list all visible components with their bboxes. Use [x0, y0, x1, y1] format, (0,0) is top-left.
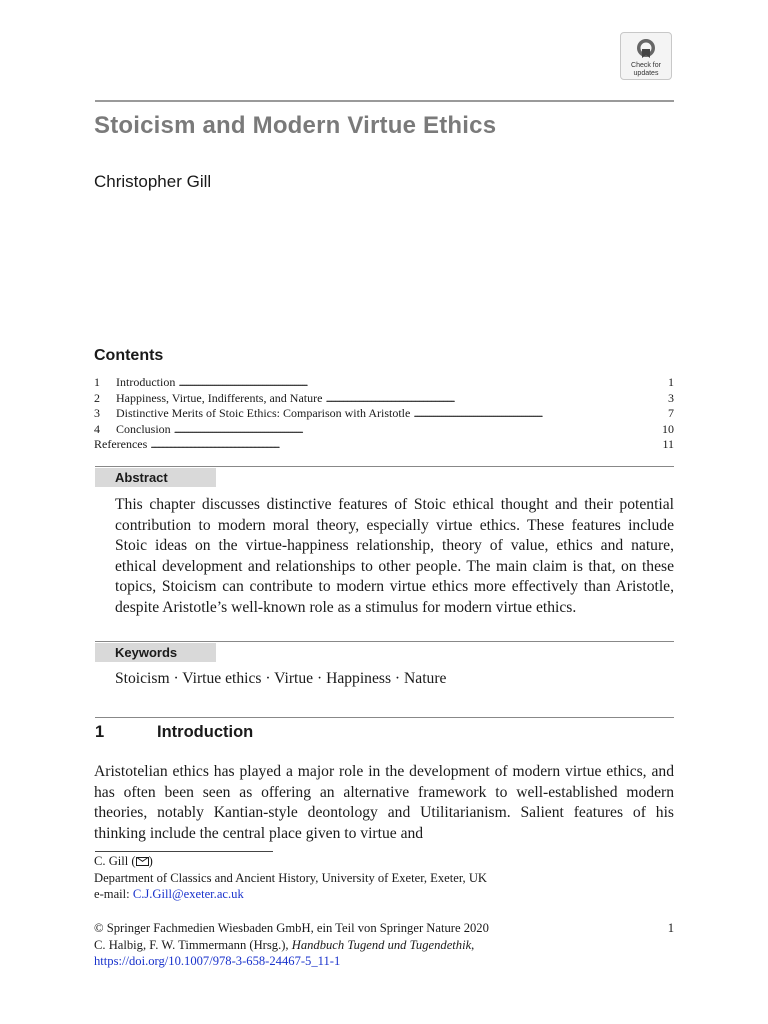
section-title: Introduction	[157, 723, 254, 741]
footnote-author-close: )	[148, 854, 153, 868]
doi-link[interactable]: https://doi.org/10.1007/978-3-658-24467-5_11-1	[94, 954, 341, 968]
toc-page: 10	[662, 421, 674, 436]
toc-leader	[150, 437, 646, 453]
toc-page: 3	[668, 390, 674, 405]
toc-number: 3	[94, 406, 100, 420]
toc-entry[interactable]	[94, 406, 674, 422]
toc-entry[interactable]	[94, 375, 674, 391]
section-rule	[95, 717, 674, 718]
footnote-author-line	[94, 853, 487, 870]
toc-page: 11	[662, 437, 674, 451]
keywords-text: Stoicism · Virtue ethics · Virtue · Happiness · Nature	[115, 670, 447, 687]
section-heading	[95, 723, 253, 742]
abstract-text: This chapter discusses distinctive features of Stoic ethical thought and their potential contribution to modern moral theory, especially virtue ethics. These features include Stoic ideas on the virtue-happiness relationship, theory of value, ethics and nature, ethical development and relationships to other people. The main claim is that, on these topics, Stoicism can contribute to modern virtue ethics more effectively than Aristotle, despite Aristotle’s well-known role as a stimulus for modern virtue ethics.	[115, 496, 674, 616]
publication-footer	[94, 920, 674, 970]
top-rule	[95, 100, 674, 102]
toc-number: 1	[94, 375, 100, 389]
author-footnote	[94, 853, 487, 903]
copyright-line: © Springer Fachmedien Wiesbaden GmbH, ein Teil von Springer Nature 2020	[94, 921, 489, 935]
badge-line1: Check for	[631, 62, 661, 69]
toc-leader	[325, 391, 646, 407]
bookmark-ribbon-icon	[634, 37, 658, 61]
chapter-title: Stoicism and Modern Virtue Ethics	[94, 112, 497, 139]
toc-entry[interactable]	[94, 437, 674, 453]
section-text: Aristotelian ethics has played a major role in the development of modern virtue ethics, and has often been seen as offering an alternative framework to well-established modern theories, notably Kantian-style deontology and Utilitarianism. Salient features of his thinking include the central place given to virtue and	[94, 763, 674, 842]
keywords-rule	[95, 641, 674, 642]
citation-suffix: ,	[471, 937, 475, 952]
check-for-updates-badge[interactable]	[620, 32, 672, 80]
footnote-rule	[95, 851, 273, 852]
table-of-contents	[94, 375, 674, 453]
toc-title: Introduction	[116, 375, 176, 389]
toc-entry[interactable]	[94, 391, 674, 407]
toc-title: References	[94, 437, 148, 451]
email-link[interactable]: C.J.Gill@exeter.ac.uk	[132, 887, 244, 901]
footnote-author: C. Gill (	[94, 854, 136, 868]
section-number: 1	[95, 723, 105, 741]
footnote-email-label: e-mail:	[94, 887, 133, 901]
citation-line	[94, 937, 674, 954]
toc-page: 1	[668, 375, 674, 389]
footnote-email-line	[94, 886, 487, 903]
citation-editors: C. Halbig, F. W. Timmermann (Hrsg.),	[94, 937, 292, 952]
toc-title: Distinctive Merits of Stoic Ethics: Comparison with Aristotle	[116, 406, 411, 420]
contents-heading: Contents	[94, 347, 164, 364]
citation-book-title: Handbuch Tugend und Tugendethik	[291, 937, 472, 952]
author-name: Christopher Gill	[94, 172, 212, 191]
toc-leader	[178, 375, 646, 391]
toc-page: 7	[668, 406, 674, 420]
toc-leader	[174, 422, 646, 438]
abstract-label: Abstract	[95, 468, 216, 487]
envelope-icon	[136, 857, 149, 866]
toc-title: Happiness, Virtue, Indifferents, and Nature	[116, 390, 323, 405]
page-number: 1	[667, 921, 674, 935]
badge-line2: updates	[633, 70, 659, 77]
keywords-label: Keywords	[95, 643, 216, 662]
toc-entry[interactable]	[94, 422, 674, 438]
toc-leader	[413, 406, 646, 422]
toc-title: Conclusion	[116, 421, 171, 436]
abstract-rule	[95, 466, 674, 467]
toc-number: 2	[94, 390, 100, 405]
toc-number: 4	[94, 421, 100, 436]
footnote-affiliation: Department of Classics and Ancient History, University of Exeter, Exeter, UK	[94, 870, 488, 885]
